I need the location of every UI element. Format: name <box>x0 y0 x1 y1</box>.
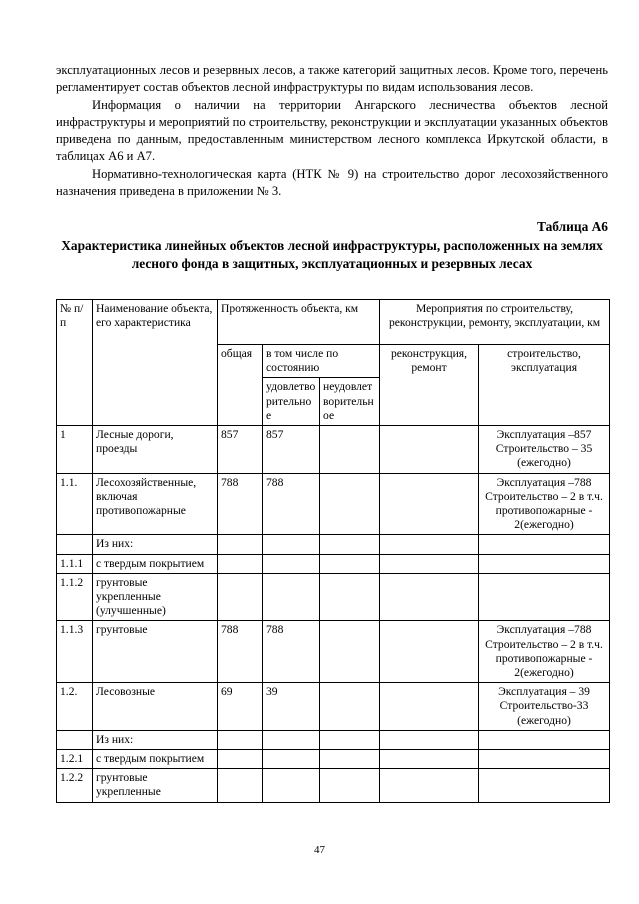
row-construction <box>479 769 610 802</box>
row-satisfactory: 39 <box>263 683 320 731</box>
row-name: Лесные дороги, проезды <box>93 426 218 474</box>
row-construction <box>479 554 610 573</box>
row-reconstruction <box>380 730 479 749</box>
header-unsatisfactory: неудовлетворительное <box>320 378 380 426</box>
row-construction <box>479 730 610 749</box>
row-name: Из них: <box>93 730 218 749</box>
row-total <box>218 750 263 769</box>
row-satisfactory <box>263 535 320 554</box>
row-satisfactory: 857 <box>263 426 320 474</box>
body-text <box>56 62 608 200</box>
row-total: 857 <box>218 426 263 474</box>
table-row <box>57 573 610 621</box>
row-construction: Эксплуатация –788 Строительство – 2 в т.ч. противопожарные - 2(ежегодно) <box>479 621 610 683</box>
row-satisfactory: 788 <box>263 621 320 683</box>
infrastructure-table <box>56 299 610 803</box>
row-name: грунтовые <box>93 621 218 683</box>
paragraph-1: эксплуатационных лесов и резервных лесов, а также категорий защитных лесов. Кроме того, перечень регламентирует состав объектов лесной инфраструктуры по видам использования лесов. <box>56 63 608 95</box>
row-unsatisfactory <box>320 769 380 802</box>
row-unsatisfactory <box>320 473 380 535</box>
row-reconstruction <box>380 769 479 802</box>
row-satisfactory <box>263 573 320 621</box>
row-total: 788 <box>218 621 263 683</box>
table-row <box>57 621 610 683</box>
row-num: 1.2.2 <box>57 769 93 802</box>
row-name: с твердым покрытием <box>93 554 218 573</box>
header-length: Протяженность объекта, км <box>218 300 380 345</box>
table-row <box>57 426 610 474</box>
table-row <box>57 730 610 749</box>
row-unsatisfactory <box>320 426 380 474</box>
row-num <box>57 730 93 749</box>
row-construction: Эксплуатация –788 Строительство – 2 в т.ч. противопожарные - 2(ежегодно) <box>479 473 610 535</box>
table-row <box>57 554 610 573</box>
row-num: 1.1.3 <box>57 621 93 683</box>
row-num: 1.2.1 <box>57 750 93 769</box>
row-num: 1 <box>57 426 93 474</box>
table-row <box>57 535 610 554</box>
row-reconstruction <box>380 473 479 535</box>
row-construction <box>479 535 610 554</box>
row-satisfactory <box>263 554 320 573</box>
paragraph-2: Информация о наличии на территории Ангарского лесничества объектов лесной инфраструктуры и мероприятий по строительству, реконструкции и эксплуатации указанных объектов приведена по данным, предоставленным министерством лесного комплекса Иркутской области, в таблицах А6 и А7. <box>56 97 608 164</box>
row-unsatisfactory <box>320 554 380 573</box>
row-total <box>218 554 263 573</box>
row-construction: Эксплуатация – 39 Строительство-33 (ежегодно) <box>479 683 610 731</box>
header-num: № п/п <box>57 300 93 426</box>
row-total <box>218 535 263 554</box>
table-title: Характеристика линейных объектов лесной инфраструктуры, расположенных на землях лесного фонда в защитных, эксплуатационных и резервных лесах <box>61 238 603 271</box>
row-num <box>57 535 93 554</box>
row-reconstruction <box>380 426 479 474</box>
page-number: 47 <box>314 844 325 856</box>
row-reconstruction <box>380 535 479 554</box>
row-satisfactory: 788 <box>263 473 320 535</box>
row-name: с твердым покрытием <box>93 750 218 769</box>
row-name: Лесовозные <box>93 683 218 731</box>
row-construction <box>479 573 610 621</box>
table-label: Таблица А6 <box>536 219 608 234</box>
row-total <box>218 769 263 802</box>
table-row <box>57 683 610 731</box>
row-reconstruction <box>380 573 479 621</box>
row-satisfactory <box>263 730 320 749</box>
row-satisfactory <box>263 769 320 802</box>
header-name: Наименование объекта, его характеристика <box>93 300 218 426</box>
row-total: 788 <box>218 473 263 535</box>
header-reconstruction: реконструкция, ремонт <box>380 345 479 426</box>
header-satisfactory: удовлетворительное <box>263 378 320 426</box>
table-row <box>57 769 610 802</box>
row-total: 69 <box>218 683 263 731</box>
row-unsatisfactory <box>320 573 380 621</box>
row-reconstruction <box>380 554 479 573</box>
row-name: Лесохозяйственные, включая противопожарные <box>93 473 218 535</box>
header-total: общая <box>218 345 263 426</box>
row-unsatisfactory <box>320 621 380 683</box>
row-unsatisfactory <box>320 683 380 731</box>
header-row-1 <box>57 300 610 345</box>
row-num: 1.1.1 <box>57 554 93 573</box>
row-construction: Эксплуатация –857 Строительство – 35 (ежегодно) <box>479 426 610 474</box>
row-num: 1.2. <box>57 683 93 731</box>
row-unsatisfactory <box>320 730 380 749</box>
table-row <box>57 473 610 535</box>
row-reconstruction <box>380 750 479 769</box>
row-name: Из них: <box>93 535 218 554</box>
header-measures: Мероприятия по строительству, реконструкции, ремонту, эксплуатации, км <box>380 300 610 345</box>
row-total <box>218 730 263 749</box>
row-satisfactory <box>263 750 320 769</box>
row-num: 1.1.2 <box>57 573 93 621</box>
row-unsatisfactory <box>320 750 380 769</box>
row-name: грунтовые укрепленные (улучшенные) <box>93 573 218 621</box>
header-construction: строительство, эксплуатация <box>479 345 610 426</box>
row-num: 1.1. <box>57 473 93 535</box>
row-reconstruction <box>380 683 479 731</box>
table-row <box>57 750 610 769</box>
row-total <box>218 573 263 621</box>
row-name: грунтовые укрепленные <box>93 769 218 802</box>
row-unsatisfactory <box>320 535 380 554</box>
header-by-state: в том числе по состоянию <box>263 345 380 378</box>
row-construction <box>479 750 610 769</box>
row-reconstruction <box>380 621 479 683</box>
paragraph-3: Нормативно-технологическая карта (НТК № 9) на строительство дорог лесохозяйственного назначения приведена в приложении № 3. <box>56 166 608 199</box>
